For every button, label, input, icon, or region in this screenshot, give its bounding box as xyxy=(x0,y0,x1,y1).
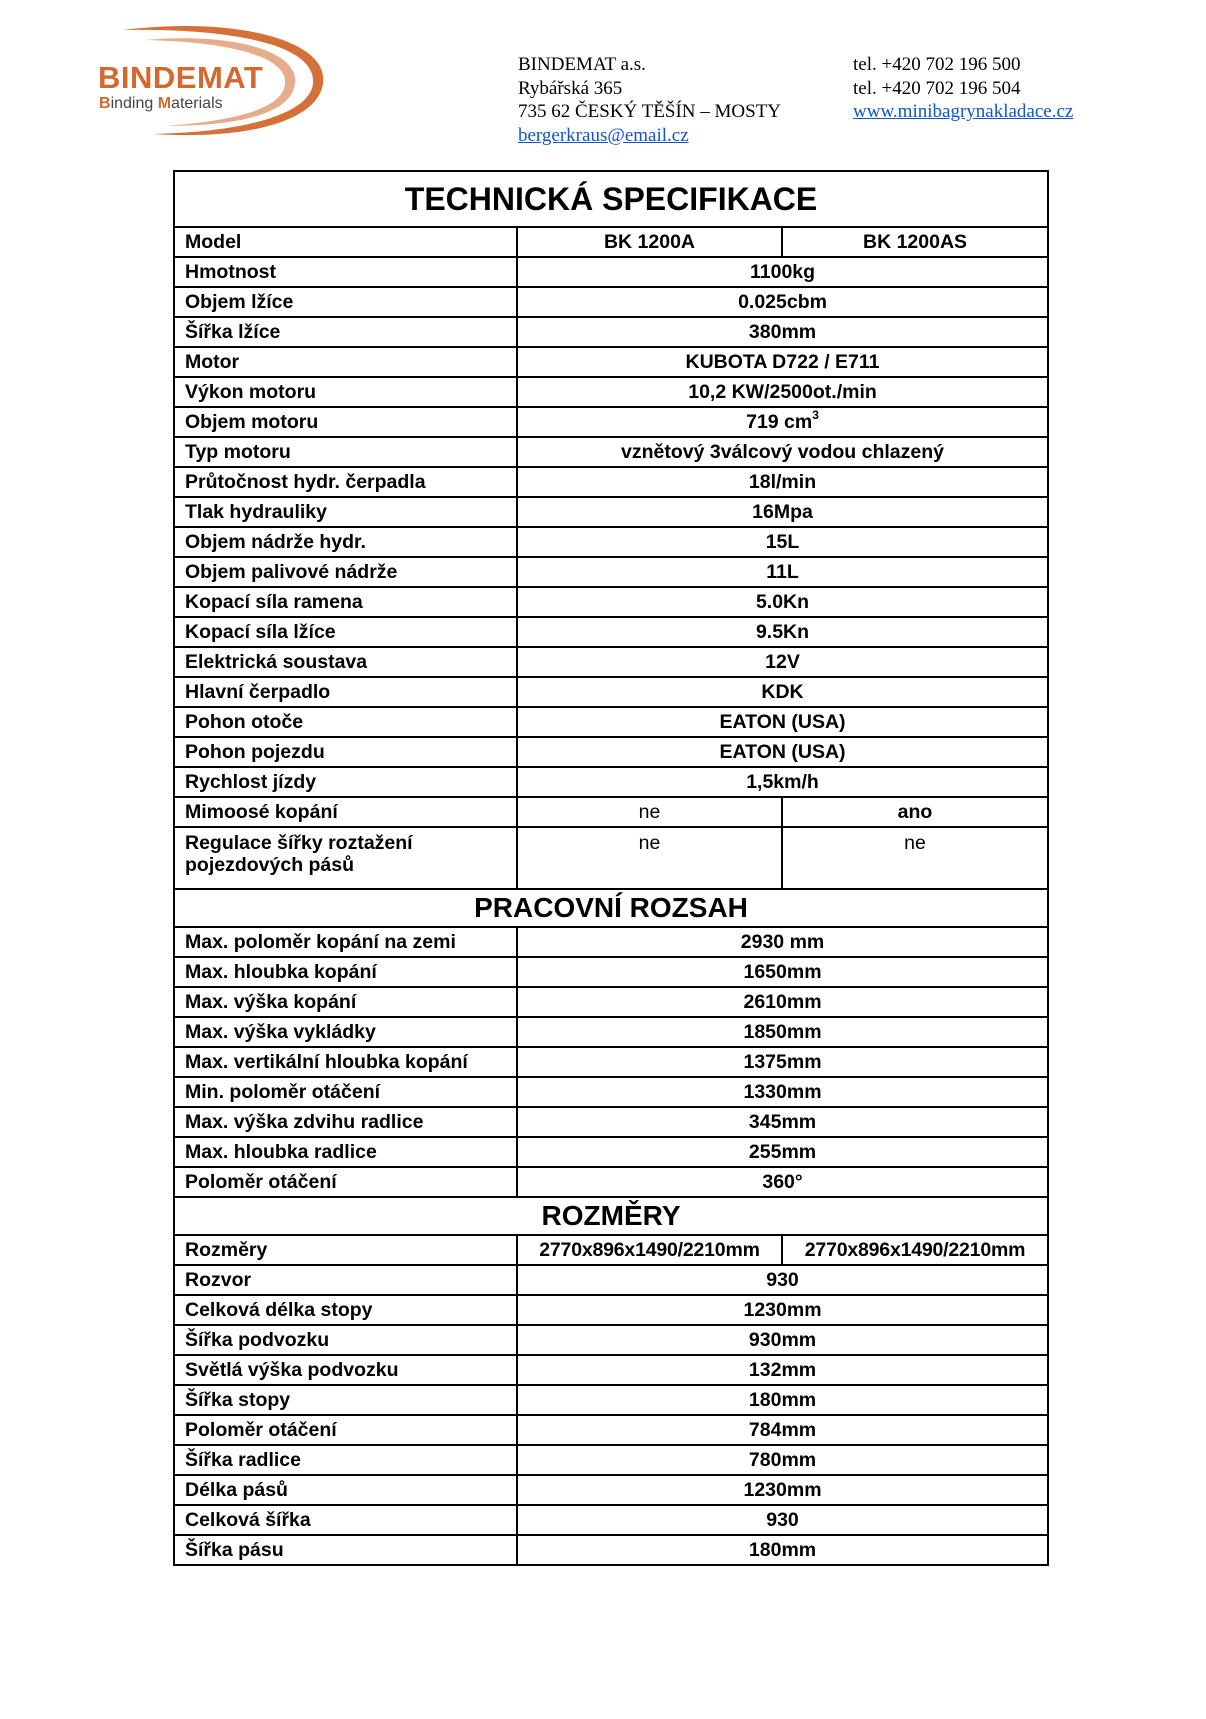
table-row xyxy=(174,767,1048,797)
row-label: Světlá výška podvozku xyxy=(174,1355,517,1385)
row-value: 0.025cbm xyxy=(517,287,1048,317)
table-row xyxy=(174,1017,1048,1047)
row-value: 930 xyxy=(517,1265,1048,1295)
table-row xyxy=(174,1167,1048,1197)
row-label: Max. výška zdvihu radlice xyxy=(174,1107,517,1137)
table-row xyxy=(174,1325,1048,1355)
row-label: Celková délka stopy xyxy=(174,1295,517,1325)
row-label: Regulace šířky roztažení pojezdových pásů xyxy=(174,827,517,889)
row-value-as: ne xyxy=(782,827,1048,889)
table-row xyxy=(174,497,1048,527)
row-value: 780mm xyxy=(517,1445,1048,1475)
table-row xyxy=(174,557,1048,587)
table-row xyxy=(174,1077,1048,1107)
spec-title: TECHNICKÁ SPECIFIKACE xyxy=(174,171,1048,227)
row-value: KUBOTA D722 / E711 xyxy=(517,347,1048,377)
row-label: Délka pásů xyxy=(174,1475,517,1505)
table-row xyxy=(174,677,1048,707)
table-row xyxy=(174,1265,1048,1295)
table-row xyxy=(174,437,1048,467)
company-logo xyxy=(95,22,335,144)
table-row xyxy=(174,617,1048,647)
row-value: 1375mm xyxy=(517,1047,1048,1077)
row-label: Šířka stopy xyxy=(174,1385,517,1415)
row-label: Hmotnost xyxy=(174,257,517,287)
row-label: Rozvor xyxy=(174,1265,517,1295)
row-value: 132mm xyxy=(517,1355,1048,1385)
logo-subtitle: Binding Materials xyxy=(99,95,223,112)
row-value-a: 2770x896x1490/2210mm xyxy=(517,1235,782,1265)
row-value: 2610mm xyxy=(517,987,1048,1017)
table-row xyxy=(174,317,1048,347)
table-row xyxy=(174,1445,1048,1475)
table-row xyxy=(174,1235,1048,1265)
row-value-a: ne xyxy=(517,827,782,889)
row-value: 1330mm xyxy=(517,1077,1048,1107)
phone-1: tel. +420 702 196 500 xyxy=(853,54,1021,75)
table-row xyxy=(174,347,1048,377)
table-row xyxy=(174,1385,1048,1415)
row-value: 345mm xyxy=(517,1107,1048,1137)
row-label: Elektrická soustava xyxy=(174,647,517,677)
table-row xyxy=(174,957,1048,987)
table-row xyxy=(174,707,1048,737)
row-label: Max. hloubka radlice xyxy=(174,1137,517,1167)
table-row xyxy=(174,647,1048,677)
row-label: Šířka lžíce xyxy=(174,317,517,347)
row-value-as: ano xyxy=(782,797,1048,827)
row-label: Šířka radlice xyxy=(174,1445,517,1475)
website-link[interactable]: www.minibagrynakladace.cz xyxy=(853,101,1074,122)
row-value: 5.0Kn xyxy=(517,587,1048,617)
row-label: Mimoosé kopání xyxy=(174,797,517,827)
row-label: Max. poloměr kopání na zemi xyxy=(174,927,517,957)
row-value: 380mm xyxy=(517,317,1048,347)
row-value: vznětový 3válcový vodou chlazený xyxy=(517,437,1048,467)
row-label: Kopací síla lžíce xyxy=(174,617,517,647)
row-value: 1650mm xyxy=(517,957,1048,987)
row-value-as: 2770x896x1490/2210mm xyxy=(782,1235,1048,1265)
table-row xyxy=(174,1107,1048,1137)
row-label: Min. poloměr otáčení xyxy=(174,1077,517,1107)
model-as: BK 1200AS xyxy=(782,227,1048,257)
table-row xyxy=(174,1355,1048,1385)
row-label: Průtočnost hydr. čerpadla xyxy=(174,467,517,497)
row-value-a: ne xyxy=(517,797,782,827)
section-title-working-range: PRACOVNÍ ROZSAH xyxy=(174,889,1048,927)
row-value: 1100kg xyxy=(517,257,1048,287)
row-label: Poloměr otáčení xyxy=(174,1415,517,1445)
row-label: Výkon motoru xyxy=(174,377,517,407)
row-label: Motor xyxy=(174,347,517,377)
table-row xyxy=(174,1047,1048,1077)
row-value: 1,5km/h xyxy=(517,767,1048,797)
row-value: 16Mpa xyxy=(517,497,1048,527)
row-value: 11L xyxy=(517,557,1048,587)
row-label: Rozměry xyxy=(174,1235,517,1265)
row-label: Šířka pásu xyxy=(174,1535,517,1565)
row-value: EATON (USA) xyxy=(517,707,1048,737)
row-label: Max. výška kopání xyxy=(174,987,517,1017)
row-label: Celková šířka xyxy=(174,1505,517,1535)
row-value: 1850mm xyxy=(517,1017,1048,1047)
table-row xyxy=(174,377,1048,407)
row-value: 360° xyxy=(517,1167,1048,1197)
table-row xyxy=(174,1535,1048,1565)
row-value: 930 xyxy=(517,1505,1048,1535)
table-row xyxy=(174,927,1048,957)
table-row xyxy=(174,987,1048,1017)
email-link[interactable]: bergerkraus@email.cz xyxy=(518,124,689,146)
logo-title: BINDEMAT xyxy=(98,60,264,95)
row-label: Rychlost jízdy xyxy=(174,767,517,797)
section-title-dimensions: ROZMĚRY xyxy=(174,1197,1048,1235)
row-label: Tlak hydrauliky xyxy=(174,497,517,527)
row-value: 15L xyxy=(517,527,1048,557)
row-value: 12V xyxy=(517,647,1048,677)
row-value: 9.5Kn xyxy=(517,617,1048,647)
row-label: Objem motoru xyxy=(174,407,517,437)
table-row xyxy=(174,1505,1048,1535)
row-label: Poloměr otáčení xyxy=(174,1167,517,1197)
row-value: 784mm xyxy=(517,1415,1048,1445)
row-label: Pohon otoče xyxy=(174,707,517,737)
table-row xyxy=(174,257,1048,287)
row-label: Objem lžíce xyxy=(174,287,517,317)
table-row xyxy=(174,737,1048,767)
phone-2: tel. +420 702 196 504 xyxy=(853,77,1021,99)
table-row xyxy=(174,1137,1048,1167)
row-label: Šířka podvozku xyxy=(174,1325,517,1355)
address-street: Rybářská 365 xyxy=(518,77,623,99)
model-a: BK 1200A xyxy=(517,227,782,257)
row-value: 719 $cm^3$ xyxy=(517,407,1048,437)
row-value: EATON (USA) xyxy=(517,737,1048,767)
row-value: 18l/min xyxy=(517,467,1048,497)
row-value: 180mm xyxy=(517,1385,1048,1415)
table-row xyxy=(174,1475,1048,1505)
row-value: 1230mm xyxy=(517,1475,1048,1505)
row-value: 255mm xyxy=(517,1137,1048,1167)
row-value: 10,2 KW/2500ot./min xyxy=(517,377,1048,407)
company-contact xyxy=(853,53,1073,124)
table-row xyxy=(174,527,1048,557)
row-label: Objem nádrže hydr. xyxy=(174,527,517,557)
spec-table xyxy=(173,170,1049,1566)
row-label: Pohon pojezdu xyxy=(174,737,517,767)
row-value: 180mm xyxy=(517,1535,1048,1565)
row-label: Max. výška vykládky xyxy=(174,1017,517,1047)
row-label: Model xyxy=(174,227,517,257)
table-row xyxy=(174,797,1048,827)
row-value: 2930 mm xyxy=(517,927,1048,957)
row-label: Typ motoru xyxy=(174,437,517,467)
row-label: Kopací síla ramena xyxy=(174,587,517,617)
table-row xyxy=(174,587,1048,617)
table-row xyxy=(174,827,1048,889)
row-label: Max. hloubka kopání xyxy=(174,957,517,987)
table-row xyxy=(174,407,1048,437)
row-label: Objem palivové nádrže xyxy=(174,557,517,587)
model-row xyxy=(174,227,1048,257)
row-value: KDK xyxy=(517,677,1048,707)
row-value: 930mm xyxy=(517,1325,1048,1355)
table-row xyxy=(174,1295,1048,1325)
row-value: 1230mm xyxy=(517,1295,1048,1325)
table-row xyxy=(174,1415,1048,1445)
table-row xyxy=(174,287,1048,317)
address-city: 735 62 ČESKÝ TĚŠÍN – MOSTY xyxy=(518,101,782,122)
row-label: Max. vertikální hloubka kopání xyxy=(174,1047,517,1077)
company-address xyxy=(518,53,781,147)
row-label: Hlavní čerpadlo xyxy=(174,677,517,707)
table-row xyxy=(174,467,1048,497)
company-name: BINDEMAT a.s. xyxy=(518,54,646,75)
